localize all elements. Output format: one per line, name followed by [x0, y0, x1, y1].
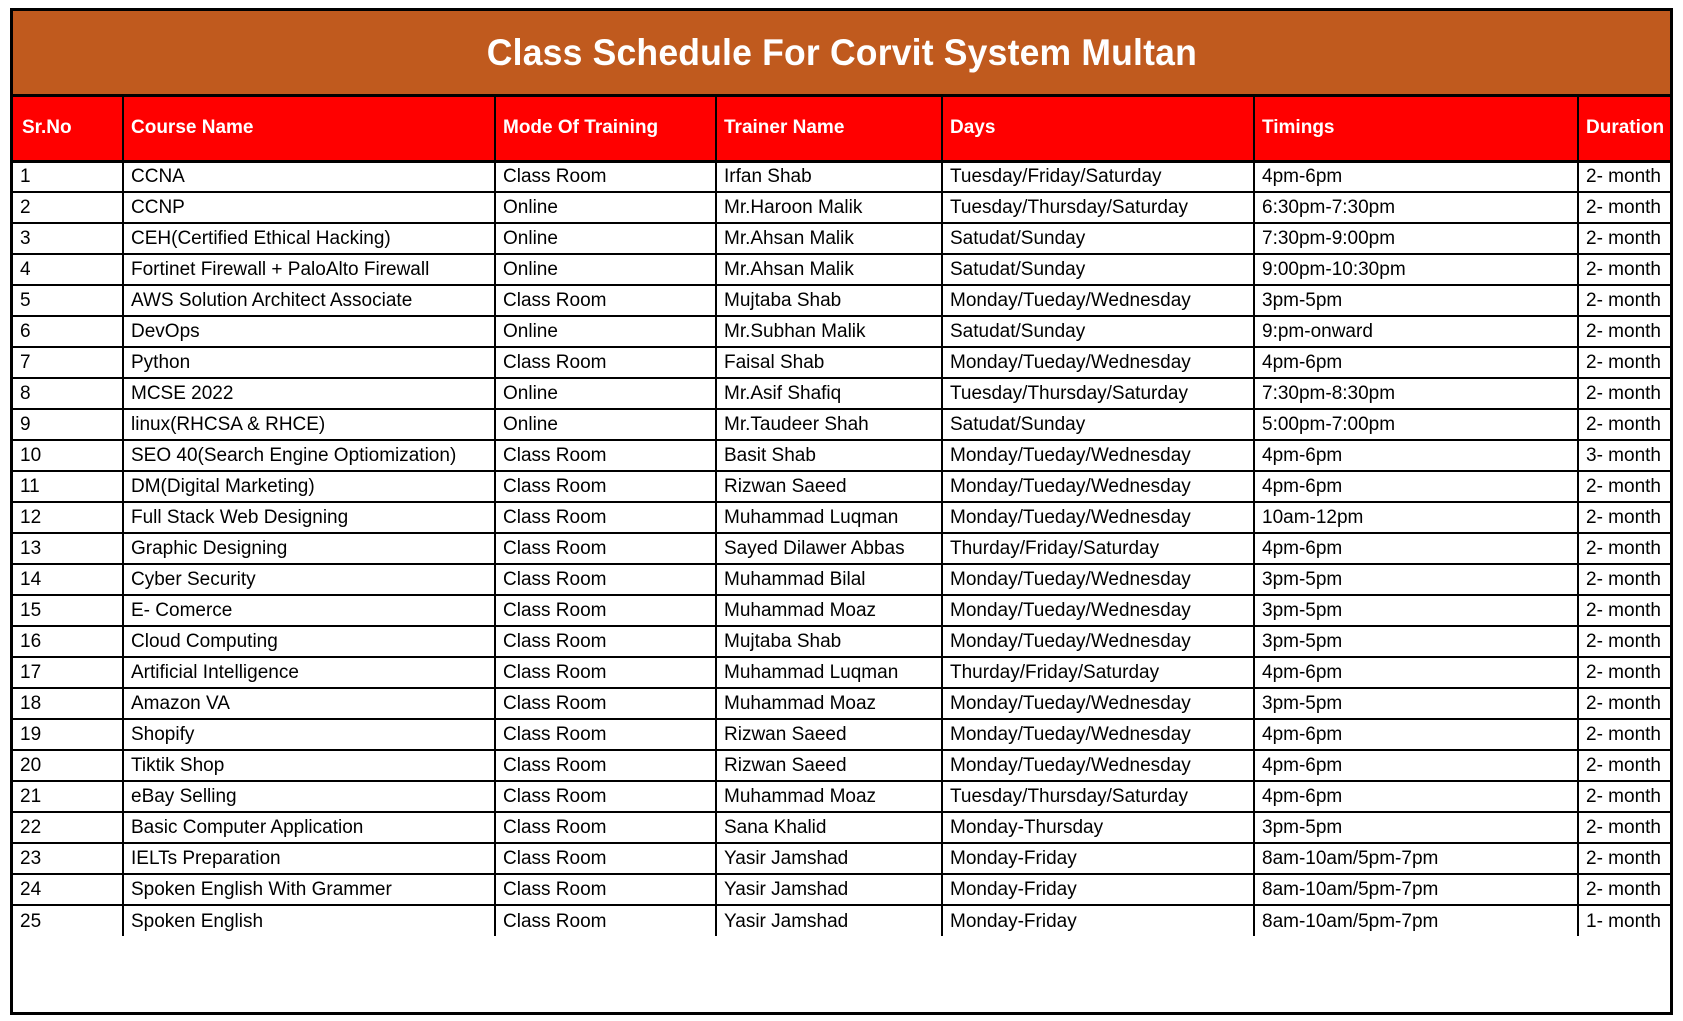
table-header-row	[13, 97, 1670, 161]
cell-sr-no: 23	[13, 843, 123, 874]
cell-sr-no: 21	[13, 781, 123, 812]
schedule-table-wrapper	[13, 97, 1670, 1012]
cell-course: Python	[123, 347, 495, 378]
cell-days: Thurday/Friday/Saturday	[942, 533, 1254, 564]
cell-sr-no: 4	[13, 254, 123, 285]
cell-trainer: Muhammad Moaz	[716, 595, 942, 626]
cell-timings: 7:30pm-9:00pm	[1254, 223, 1578, 254]
cell-sr-no: 9	[13, 409, 123, 440]
cell-sr-no: 18	[13, 688, 123, 719]
cell-trainer: Mr.Haroon Malik	[716, 192, 942, 223]
cell-course: SEO 40(Search Engine Optiomization)	[123, 440, 495, 471]
cell-course: linux(RHCSA & RHCE)	[123, 409, 495, 440]
cell-days: Monday/Tueday/Wednesday	[942, 688, 1254, 719]
cell-timings: 3pm-5pm	[1254, 688, 1578, 719]
cell-trainer: Rizwan Saeed	[716, 471, 942, 502]
cell-timings: 4pm-6pm	[1254, 347, 1578, 378]
cell-course: Spoken English	[123, 905, 495, 936]
cell-timings: 4pm-6pm	[1254, 719, 1578, 750]
cell-mode: Class Room	[495, 905, 716, 936]
cell-mode: Class Room	[495, 781, 716, 812]
cell-trainer: Sayed Dilawer Abbas	[716, 533, 942, 564]
cell-sr-no: 12	[13, 502, 123, 533]
cell-mode: Class Room	[495, 750, 716, 781]
cell-trainer: Mujtaba Shab	[716, 626, 942, 657]
cell-sr-no: 17	[13, 657, 123, 688]
table-row	[13, 874, 1670, 905]
cell-days: Monday/Tueday/Wednesday	[942, 719, 1254, 750]
cell-course: eBay Selling	[123, 781, 495, 812]
cell-course: DevOps	[123, 316, 495, 347]
cell-timings: 8am-10am/5pm-7pm	[1254, 874, 1578, 905]
cell-mode: Online	[495, 409, 716, 440]
cell-days: Monday/Tueday/Wednesday	[942, 626, 1254, 657]
cell-sr-no: 13	[13, 533, 123, 564]
cell-duration: 2- month	[1578, 657, 1670, 688]
table-row	[13, 471, 1670, 502]
cell-days: Satudat/Sunday	[942, 316, 1254, 347]
cell-duration: 2- month	[1578, 409, 1670, 440]
cell-course: MCSE 2022	[123, 378, 495, 409]
cell-duration: 2- month	[1578, 843, 1670, 874]
cell-duration: 2- month	[1578, 874, 1670, 905]
cell-sr-no: 3	[13, 223, 123, 254]
table-row	[13, 223, 1670, 254]
cell-timings: 10am-12pm	[1254, 502, 1578, 533]
cell-days: Monday/Tueday/Wednesday	[942, 750, 1254, 781]
cell-timings: 3pm-5pm	[1254, 564, 1578, 595]
column-header-course-name: Course Name	[123, 97, 495, 161]
table-row	[13, 161, 1670, 192]
cell-course: Amazon VA	[123, 688, 495, 719]
cell-trainer: Mr.Asif Shafiq	[716, 378, 942, 409]
cell-timings: 9:pm-onward	[1254, 316, 1578, 347]
cell-trainer: Yasir Jamshad	[716, 905, 942, 936]
cell-duration: 2- month	[1578, 595, 1670, 626]
cell-timings: 4pm-6pm	[1254, 471, 1578, 502]
cell-timings: 8am-10am/5pm-7pm	[1254, 905, 1578, 936]
cell-days: Monday/Tueday/Wednesday	[942, 285, 1254, 316]
cell-days: Tuesday/Friday/Saturday	[942, 161, 1254, 192]
table-row	[13, 409, 1670, 440]
table-row	[13, 781, 1670, 812]
table-row	[13, 905, 1670, 936]
cell-timings: 9:00pm-10:30pm	[1254, 254, 1578, 285]
table-row	[13, 533, 1670, 564]
cell-trainer: Yasir Jamshad	[716, 874, 942, 905]
table-row	[13, 812, 1670, 843]
cell-days: Monday/Tueday/Wednesday	[942, 347, 1254, 378]
table-row	[13, 843, 1670, 874]
cell-days: Monday/Tueday/Wednesday	[942, 564, 1254, 595]
cell-mode: Class Room	[495, 719, 716, 750]
cell-course: Shopify	[123, 719, 495, 750]
cell-trainer: Muhammad Moaz	[716, 688, 942, 719]
column-header-trainer-name: Trainer Name	[716, 97, 942, 161]
cell-trainer: Yasir Jamshad	[716, 843, 942, 874]
cell-days: Tuesday/Thursday/Saturday	[942, 378, 1254, 409]
cell-trainer: Mr.Subhan Malik	[716, 316, 942, 347]
cell-days: Satudat/Sunday	[942, 223, 1254, 254]
cell-course: Spoken English With Grammer	[123, 874, 495, 905]
cell-mode: Online	[495, 254, 716, 285]
cell-days: Satudat/Sunday	[942, 254, 1254, 285]
cell-course: Cloud Computing	[123, 626, 495, 657]
cell-days: Monday/Tueday/Wednesday	[942, 502, 1254, 533]
poster-title-bar	[13, 11, 1670, 97]
table-row	[13, 688, 1670, 719]
cell-mode: Class Room	[495, 564, 716, 595]
cell-timings: 4pm-6pm	[1254, 750, 1578, 781]
cell-mode: Class Room	[495, 440, 716, 471]
cell-duration: 2- month	[1578, 161, 1670, 192]
cell-course: IELTs Preparation	[123, 843, 495, 874]
cell-days: Tuesday/Thursday/Saturday	[942, 781, 1254, 812]
cell-course: Fortinet Firewall + PaloAlto Firewall	[123, 254, 495, 285]
cell-days: Monday-Friday	[942, 874, 1254, 905]
cell-timings: 8am-10am/5pm-7pm	[1254, 843, 1578, 874]
cell-trainer: Irfan Shab	[716, 161, 942, 192]
cell-course: CCNP	[123, 192, 495, 223]
cell-duration: 3- month	[1578, 440, 1670, 471]
cell-trainer: Sana Khalid	[716, 812, 942, 843]
table-row	[13, 657, 1670, 688]
cell-sr-no: 8	[13, 378, 123, 409]
table-row	[13, 626, 1670, 657]
table-row	[13, 719, 1670, 750]
cell-sr-no: 1	[13, 161, 123, 192]
cell-trainer: Mujtaba Shab	[716, 285, 942, 316]
table-header	[13, 97, 1670, 161]
cell-mode: Online	[495, 316, 716, 347]
cell-duration: 2- month	[1578, 192, 1670, 223]
cell-mode: Class Room	[495, 161, 716, 192]
table-row	[13, 564, 1670, 595]
cell-course: Graphic Designing	[123, 533, 495, 564]
table-row	[13, 254, 1670, 285]
column-header-timings: Timings	[1254, 97, 1578, 161]
cell-mode: Online	[495, 378, 716, 409]
cell-course: Basic Computer Application	[123, 812, 495, 843]
cell-timings: 4pm-6pm	[1254, 781, 1578, 812]
cell-trainer: Basit Shab	[716, 440, 942, 471]
cell-days: Monday-Friday	[942, 843, 1254, 874]
cell-sr-no: 14	[13, 564, 123, 595]
cell-mode: Class Room	[495, 626, 716, 657]
cell-mode: Class Room	[495, 533, 716, 564]
cell-timings: 3pm-5pm	[1254, 285, 1578, 316]
cell-mode: Class Room	[495, 657, 716, 688]
table-row	[13, 502, 1670, 533]
cell-timings: 3pm-5pm	[1254, 595, 1578, 626]
cell-mode: Class Room	[495, 595, 716, 626]
cell-sr-no: 20	[13, 750, 123, 781]
column-header-mode-of-training: Mode Of Training	[495, 97, 716, 161]
column-header-sr-no: Sr.No	[13, 97, 123, 161]
page-title: Class Schedule For Corvit System Multan	[486, 31, 1197, 73]
cell-trainer: Faisal Shab	[716, 347, 942, 378]
cell-course: AWS Solution Architect Associate	[123, 285, 495, 316]
cell-course: CEH(Certified Ethical Hacking)	[123, 223, 495, 254]
cell-course: CCNA	[123, 161, 495, 192]
cell-timings: 3pm-5pm	[1254, 812, 1578, 843]
cell-timings: 3pm-5pm	[1254, 626, 1578, 657]
cell-trainer: Mr.Taudeer Shah	[716, 409, 942, 440]
column-header-days: Days	[942, 97, 1254, 161]
cell-mode: Online	[495, 223, 716, 254]
cell-trainer: Muhammad Luqman	[716, 502, 942, 533]
cell-timings: 4pm-6pm	[1254, 161, 1578, 192]
cell-course: Full Stack Web Designing	[123, 502, 495, 533]
cell-duration: 2- month	[1578, 223, 1670, 254]
cell-mode: Class Room	[495, 812, 716, 843]
cell-duration: 2- month	[1578, 254, 1670, 285]
cell-days: Monday-Friday	[942, 905, 1254, 936]
cell-timings: 6:30pm-7:30pm	[1254, 192, 1578, 223]
cell-sr-no: 25	[13, 905, 123, 936]
cell-course: Cyber Security	[123, 564, 495, 595]
cell-trainer: Rizwan Saeed	[716, 719, 942, 750]
cell-duration: 2- month	[1578, 347, 1670, 378]
cell-sr-no: 5	[13, 285, 123, 316]
table-row	[13, 595, 1670, 626]
table-row	[13, 440, 1670, 471]
cell-timings: 4pm-6pm	[1254, 657, 1578, 688]
cell-sr-no: 19	[13, 719, 123, 750]
cell-course: Tiktik Shop	[123, 750, 495, 781]
cell-mode: Class Room	[495, 347, 716, 378]
cell-sr-no: 22	[13, 812, 123, 843]
table-row	[13, 192, 1670, 223]
cell-duration: 2- month	[1578, 750, 1670, 781]
cell-days: Tuesday/Thursday/Saturday	[942, 192, 1254, 223]
cell-sr-no: 7	[13, 347, 123, 378]
cell-duration: 2- month	[1578, 502, 1670, 533]
cell-duration: 2- month	[1578, 316, 1670, 347]
cell-days: Satudat/Sunday	[942, 409, 1254, 440]
cell-duration: 2- month	[1578, 626, 1670, 657]
cell-days: Monday/Tueday/Wednesday	[942, 595, 1254, 626]
cell-duration: 2- month	[1578, 564, 1670, 595]
cell-days: Monday/Tueday/Wednesday	[942, 471, 1254, 502]
cell-sr-no: 16	[13, 626, 123, 657]
table-row	[13, 378, 1670, 409]
cell-mode: Class Room	[495, 471, 716, 502]
cell-sr-no: 15	[13, 595, 123, 626]
cell-course: E- Comerce	[123, 595, 495, 626]
cell-duration: 1- month	[1586, 910, 1661, 932]
cell-duration: 2- month	[1578, 285, 1670, 316]
cell-timings: 7:30pm-8:30pm	[1254, 378, 1578, 409]
cell-course: Artificial Intelligence	[123, 657, 495, 688]
cell-course: DM(Digital Marketing)	[123, 471, 495, 502]
cell-days: Thurday/Friday/Saturday	[942, 657, 1254, 688]
cell-mode: Online	[495, 192, 716, 223]
cell-timings: 4pm-6pm	[1254, 440, 1578, 471]
cell-mode: Class Room	[495, 688, 716, 719]
cell-mode: Class Room	[495, 843, 716, 874]
cell-mode: Class Room	[495, 285, 716, 316]
cell-duration: 2- month	[1578, 471, 1670, 502]
cell-mode: Class Room	[495, 874, 716, 905]
cell-trainer: Mr.Ahsan Malik	[716, 254, 942, 285]
cell-trainer: Mr.Ahsan Malik	[716, 223, 942, 254]
table-body	[13, 161, 1670, 936]
cell-duration: 2- month	[1578, 719, 1670, 750]
cell-duration: 2- month	[1578, 378, 1670, 409]
cell-trainer: Muhammad Luqman	[716, 657, 942, 688]
table-row	[13, 347, 1670, 378]
cell-duration: 2- month	[1578, 688, 1670, 719]
cell-timings: 5:00pm-7:00pm	[1254, 409, 1578, 440]
cell-sr-no: 10	[13, 440, 123, 471]
class-schedule-table	[13, 97, 1670, 936]
cell-trainer: Muhammad Moaz	[716, 781, 942, 812]
table-row	[13, 316, 1670, 347]
cell-sr-no: 11	[13, 471, 123, 502]
cell-duration: 2- month	[1578, 533, 1670, 564]
table-row	[13, 750, 1670, 781]
column-header-duration: Duration	[1578, 97, 1670, 161]
cell-trainer: Rizwan Saeed	[716, 750, 942, 781]
cell-mode: Class Room	[495, 502, 716, 533]
cell-duration: 2- month	[1578, 781, 1670, 812]
table-row	[13, 285, 1670, 316]
schedule-poster	[10, 8, 1673, 1015]
cell-duration: 2- month	[1578, 812, 1670, 843]
cell-days: Monday/Tueday/Wednesday	[942, 440, 1254, 471]
cell-days: Monday-Thursday	[942, 812, 1254, 843]
cell-sr-no: 24	[13, 874, 123, 905]
cell-sr-no: 2	[13, 192, 123, 223]
cell-sr-no: 6	[13, 316, 123, 347]
cell-trainer: Muhammad Bilal	[716, 564, 942, 595]
cell-timings: 4pm-6pm	[1254, 533, 1578, 564]
